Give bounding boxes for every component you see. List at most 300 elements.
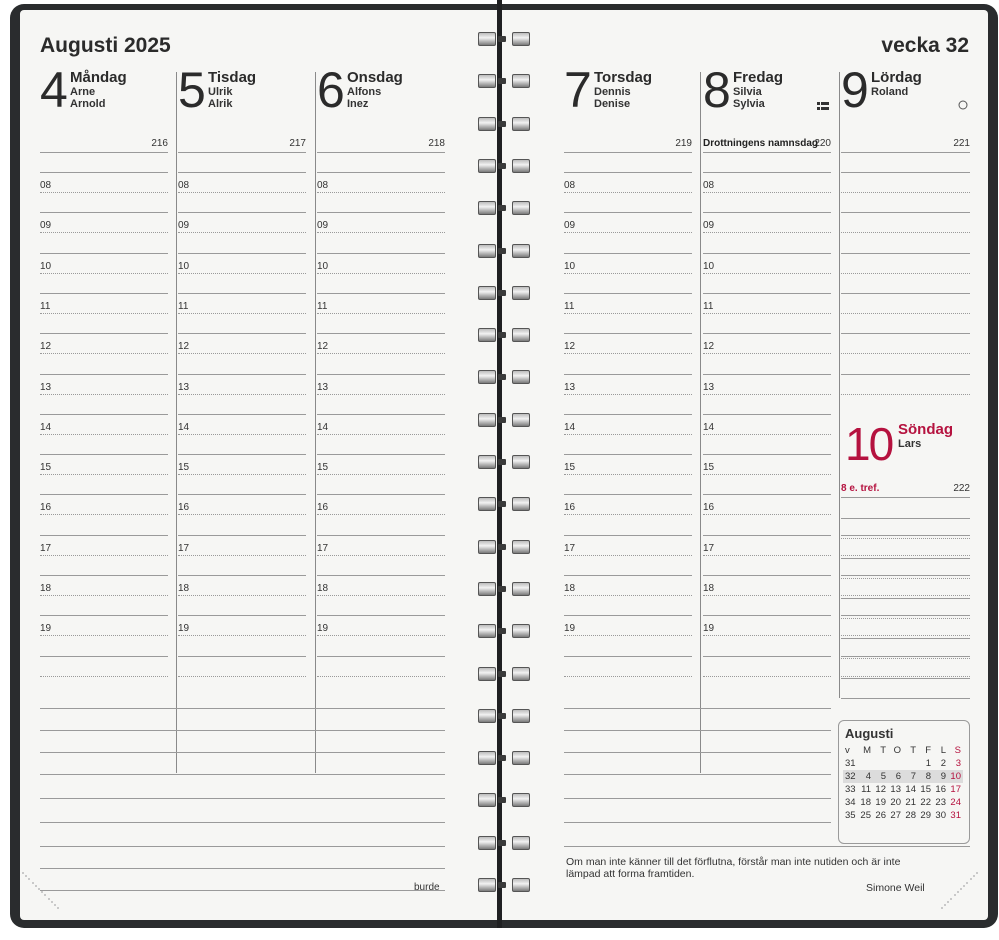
mini-calendar-day <box>873 757 888 770</box>
mini-calendar-header-row <box>843 744 963 757</box>
solid-rule <box>40 293 168 294</box>
dotted-rule <box>178 514 306 515</box>
mini-calendar-day: 4 <box>858 770 873 783</box>
solid-rule <box>40 575 168 576</box>
dotted-rule <box>178 555 306 556</box>
mini-calendar-day: 26 <box>875 810 886 821</box>
hour-label: 10 <box>703 261 715 272</box>
hour-label: 16 <box>178 502 190 513</box>
notes-rule <box>564 774 831 775</box>
hour-label: 10 <box>317 261 329 272</box>
dotted-rule <box>841 353 970 354</box>
hour-label: 12 <box>703 341 715 352</box>
notes-rule <box>40 890 445 891</box>
dotted-rule <box>564 434 692 435</box>
solid-rule <box>40 172 168 173</box>
solid-rule <box>841 698 970 699</box>
dotted-rule <box>703 555 831 556</box>
mini-calendar-day: 8 <box>918 770 933 783</box>
corner-dots-left <box>22 872 62 912</box>
hour-label: 19 <box>317 623 329 634</box>
dotted-rule <box>564 232 692 233</box>
hour-label: 13 <box>703 382 715 393</box>
mini-calendar-week-number: 33 <box>845 784 856 795</box>
solid-rule <box>841 212 970 213</box>
solid-rule <box>178 414 306 415</box>
dotted-rule <box>40 192 168 193</box>
hour-label: 18 <box>703 583 715 594</box>
solid-rule <box>564 535 692 536</box>
day-number: 6 <box>317 62 343 118</box>
solid-rule <box>317 535 445 536</box>
dotted-rule <box>40 434 168 435</box>
hour-label: 14 <box>564 422 576 433</box>
dotted-rule <box>564 474 692 475</box>
solid-rule <box>40 454 168 455</box>
hour-label: 17 <box>564 543 576 554</box>
name-day-name: Sylvia <box>733 98 765 110</box>
solid-rule <box>703 333 831 334</box>
spiral-ring <box>478 709 534 723</box>
hour-label: 12 <box>564 341 576 352</box>
solid-rule <box>841 678 970 679</box>
notes-rule <box>564 846 970 847</box>
mini-calendar-day <box>888 757 903 770</box>
solid-rule <box>841 253 970 254</box>
mini-calendar-day: 1 <box>925 758 931 769</box>
solid-rule <box>564 293 692 294</box>
day-name: Torsdag <box>594 69 653 86</box>
hour-label: 09 <box>317 220 329 231</box>
dotted-rule <box>841 538 970 539</box>
spiral-ring <box>478 793 534 807</box>
mini-calendar-weekday: F <box>925 745 931 756</box>
hour-label: 19 <box>564 623 576 634</box>
dotted-rule <box>317 232 445 233</box>
dotted-rule <box>40 676 168 677</box>
hour-label: 14 <box>40 422 52 433</box>
notes-rule <box>564 752 831 753</box>
name-day-name: Arne <box>70 86 96 98</box>
spiral-ring <box>478 497 534 511</box>
dotted-rule <box>564 595 692 596</box>
notes-rule <box>564 708 831 709</box>
day-name: Onsdag <box>347 69 403 86</box>
dotted-rule <box>703 192 831 193</box>
name-day-name: Silvia <box>733 86 762 98</box>
solid-rule <box>841 558 970 559</box>
hour-label: 08 <box>703 180 715 191</box>
mini-calendar-day: 13 <box>890 784 901 795</box>
mini-calendar-day: 28 <box>905 810 916 821</box>
dotted-rule <box>178 273 306 274</box>
solid-rule <box>564 656 692 657</box>
solid-rule <box>317 615 445 616</box>
mini-calendar-day: 9 <box>933 770 948 783</box>
hour-label: 12 <box>178 341 190 352</box>
solid-rule <box>703 212 831 213</box>
dotted-rule <box>317 192 445 193</box>
dotted-rule <box>564 676 692 677</box>
mini-calendar-weekday: T <box>910 745 916 756</box>
dotted-rule <box>841 676 970 677</box>
dotted-rule <box>317 273 445 274</box>
mini-calendar-week-number: 32 <box>843 770 858 783</box>
dotted-rule <box>703 353 831 354</box>
header-rule <box>841 497 970 498</box>
day-number: 10 <box>845 418 893 470</box>
notes-rule <box>40 846 445 847</box>
day-of-year: 220 <box>814 138 831 149</box>
spiral-ring <box>478 74 534 88</box>
name-day-name: Denise <box>594 98 631 110</box>
dotted-rule <box>703 474 831 475</box>
hour-label: 08 <box>178 180 190 191</box>
solid-rule <box>841 598 970 599</box>
day-of-year: 221 <box>953 138 970 149</box>
mini-calendar-day: 15 <box>920 784 931 795</box>
flag-icon <box>817 98 829 107</box>
hour-label: 09 <box>564 220 576 231</box>
solid-rule <box>317 575 445 576</box>
dotted-rule <box>40 353 168 354</box>
dotted-rule <box>317 474 445 475</box>
mini-calendar-day: 25 <box>860 810 871 821</box>
dotted-rule <box>564 273 692 274</box>
hour-label: 16 <box>317 502 329 513</box>
dotted-rule <box>40 555 168 556</box>
quote-author: Simone Weil <box>866 882 925 894</box>
hour-label: 16 <box>703 502 715 513</box>
hour-label: 13 <box>564 382 576 393</box>
corner-dots-right <box>940 872 980 912</box>
solid-rule <box>841 172 970 173</box>
mini-calendar-day: 17 <box>950 784 961 795</box>
day-of-year: 217 <box>289 138 306 149</box>
dotted-rule <box>564 635 692 636</box>
mini-calendar-day: 12 <box>875 784 886 795</box>
solid-rule <box>178 212 306 213</box>
full-moon-icon <box>958 97 968 107</box>
dotted-rule <box>40 595 168 596</box>
solid-rule <box>178 293 306 294</box>
hour-label: 09 <box>40 220 52 231</box>
dotted-rule <box>40 635 168 636</box>
hour-label: 13 <box>317 382 329 393</box>
hour-label: 11 <box>703 301 714 312</box>
solid-rule <box>317 494 445 495</box>
mini-calendar-weekday: S <box>954 745 961 756</box>
mini-calendar-day: 24 <box>950 797 961 808</box>
dotted-rule <box>40 474 168 475</box>
solid-rule <box>564 615 692 616</box>
mini-calendar-day: 31 <box>950 810 961 821</box>
hour-label: 13 <box>178 382 190 393</box>
solid-rule <box>40 333 168 334</box>
mini-calendar <box>838 720 970 844</box>
dotted-rule <box>178 192 306 193</box>
header-rule <box>40 152 168 153</box>
dotted-rule <box>40 394 168 395</box>
solid-rule <box>178 454 306 455</box>
notes-rule <box>40 822 445 823</box>
hour-label: 10 <box>564 261 576 272</box>
dotted-rule <box>317 635 445 636</box>
dotted-rule <box>703 595 831 596</box>
day-number: 5 <box>178 62 204 118</box>
solid-rule <box>703 575 831 576</box>
notes-rule <box>40 708 445 709</box>
solid-rule <box>178 374 306 375</box>
mini-calendar-week-number: 34 <box>845 797 856 808</box>
solid-rule <box>703 253 831 254</box>
spiral-ring <box>478 751 534 765</box>
name-day-name: Arnold <box>70 98 106 110</box>
holiday-label: 8 e. tref. <box>841 483 880 494</box>
dotted-rule <box>40 273 168 274</box>
solid-rule <box>564 414 692 415</box>
solid-rule <box>564 253 692 254</box>
dotted-rule <box>40 514 168 515</box>
notes-rule <box>564 798 831 799</box>
solid-rule <box>178 656 306 657</box>
solid-rule <box>317 293 445 294</box>
mini-calendar-day: 19 <box>875 797 886 808</box>
spiral-ring <box>478 370 534 384</box>
day-name: Måndag <box>70 69 127 86</box>
dotted-rule <box>178 635 306 636</box>
solid-rule <box>40 212 168 213</box>
hour-label: 19 <box>703 623 715 634</box>
dotted-rule <box>564 353 692 354</box>
solid-rule <box>40 374 168 375</box>
dotted-rule <box>317 353 445 354</box>
notes-rule <box>40 798 445 799</box>
day-number: 9 <box>841 62 867 118</box>
name-day-name: Lars <box>898 438 922 450</box>
solid-rule <box>40 656 168 657</box>
column-divider <box>176 72 177 773</box>
hour-label: 15 <box>40 462 52 473</box>
hour-label: 16 <box>40 502 52 513</box>
hour-label: 17 <box>40 543 52 554</box>
dotted-rule <box>40 232 168 233</box>
hour-label: 13 <box>40 382 52 393</box>
hour-label: 11 <box>564 301 575 312</box>
mini-calendar-day: 14 <box>905 784 916 795</box>
dotted-rule <box>703 394 831 395</box>
dotted-rule <box>178 313 306 314</box>
quote-text: Om man inte känner till det förflutna, förstår man inte nutiden och är inte lämpad att forma framtiden. <box>566 856 901 880</box>
day-number: 4 <box>40 62 66 118</box>
mini-calendar-day: 27 <box>890 810 901 821</box>
mini-calendar-weekday: v <box>845 745 850 756</box>
hour-label: 18 <box>317 583 329 594</box>
dotted-rule <box>564 313 692 314</box>
solid-rule <box>841 293 970 294</box>
dotted-rule <box>178 232 306 233</box>
dotted-rule <box>841 394 970 395</box>
solid-rule <box>703 414 831 415</box>
mini-calendar-day: 23 <box>935 797 946 808</box>
dotted-rule <box>564 192 692 193</box>
hour-label: 08 <box>317 180 329 191</box>
solid-rule <box>317 414 445 415</box>
dotted-rule <box>40 313 168 314</box>
day-number: 8 <box>703 62 729 118</box>
notes-rule <box>564 822 831 823</box>
day-number: 7 <box>564 62 590 118</box>
dotted-rule <box>317 595 445 596</box>
day-of-year: 218 <box>428 138 445 149</box>
spiral-ring <box>478 328 534 342</box>
mini-calendar-day <box>858 757 873 770</box>
dotted-rule <box>178 595 306 596</box>
hour-label: 11 <box>40 301 51 312</box>
solid-rule <box>703 535 831 536</box>
mini-calendar-day <box>903 757 918 770</box>
dotted-rule <box>178 353 306 354</box>
solid-rule <box>841 638 970 639</box>
solid-rule <box>40 494 168 495</box>
solid-rule <box>178 615 306 616</box>
spiral-ring <box>478 667 534 681</box>
dotted-rule <box>841 192 970 193</box>
spiral-ring <box>478 32 534 46</box>
dotted-rule <box>317 514 445 515</box>
solid-rule <box>178 333 306 334</box>
column-divider <box>700 72 701 773</box>
hour-label: 19 <box>178 623 190 634</box>
mini-calendar-day: 29 <box>920 810 931 821</box>
mini-calendar-weekday: L <box>940 745 946 756</box>
dotted-rule <box>703 434 831 435</box>
dotted-rule <box>703 313 831 314</box>
day-name: Söndag <box>898 421 953 438</box>
name-day-name: Ulrik <box>208 86 233 98</box>
mini-calendar-day: 18 <box>860 797 871 808</box>
solid-rule <box>564 212 692 213</box>
solid-rule <box>703 374 831 375</box>
solid-rule <box>317 374 445 375</box>
mini-calendar-weekday: M <box>863 745 871 756</box>
day-of-year: 222 <box>953 483 970 494</box>
solid-rule <box>317 333 445 334</box>
hour-label: 14 <box>703 422 715 433</box>
solid-rule <box>841 518 970 519</box>
hour-label: 17 <box>178 543 190 554</box>
mini-calendar-week-number: 31 <box>845 758 856 769</box>
header-rule <box>564 152 692 153</box>
mini-calendar-week-row <box>843 809 963 822</box>
header-rule <box>703 152 831 153</box>
dotted-rule <box>703 676 831 677</box>
solid-rule <box>703 454 831 455</box>
hour-label: 15 <box>703 462 715 473</box>
solid-rule <box>317 253 445 254</box>
dotted-rule <box>841 273 970 274</box>
header-rule <box>841 152 970 153</box>
spiral-ring <box>478 286 534 300</box>
mini-calendar-day: 16 <box>935 784 946 795</box>
hour-label: 15 <box>564 462 576 473</box>
mini-calendar-day: 11 <box>861 784 871 795</box>
solid-rule <box>703 656 831 657</box>
hour-label: 17 <box>317 543 329 554</box>
dotted-rule <box>841 635 970 636</box>
name-day-name: Alrik <box>208 98 233 110</box>
solid-rule <box>178 575 306 576</box>
mini-calendar-day: 10 <box>948 770 963 783</box>
notes-rule <box>40 752 445 753</box>
solid-rule <box>317 454 445 455</box>
solid-rule <box>703 494 831 495</box>
hour-label: 18 <box>178 583 190 594</box>
dotted-rule <box>317 313 445 314</box>
solid-rule <box>564 333 692 334</box>
hour-label: 19 <box>40 623 52 634</box>
dotted-rule <box>703 232 831 233</box>
solid-rule <box>841 615 970 616</box>
hour-label: 11 <box>178 301 189 312</box>
mini-calendar-day: 7 <box>903 770 918 783</box>
notes-rule <box>40 730 445 731</box>
column-divider <box>839 72 840 698</box>
solid-rule <box>178 535 306 536</box>
dotted-rule <box>841 658 970 659</box>
spiral-ring <box>478 159 534 173</box>
mini-calendar-day: 20 <box>890 797 901 808</box>
dotted-rule <box>841 578 970 579</box>
hour-label: 16 <box>564 502 576 513</box>
name-day-name: Inez <box>347 98 369 110</box>
dotted-rule <box>317 676 445 677</box>
day-of-year: 216 <box>151 138 168 149</box>
dotted-rule <box>178 474 306 475</box>
spiral-ring <box>478 878 534 892</box>
mini-calendar-weekday: O <box>893 745 901 756</box>
dotted-rule <box>841 595 970 596</box>
dotted-rule <box>178 434 306 435</box>
spiral-ring <box>478 540 534 554</box>
dotted-rule <box>178 394 306 395</box>
dotted-rule <box>841 618 970 619</box>
solid-rule <box>703 615 831 616</box>
day-name: Tisdag <box>208 69 257 86</box>
solid-rule <box>40 414 168 415</box>
day-name: Fredag <box>733 69 784 86</box>
solid-rule <box>841 575 970 576</box>
solid-rule <box>564 454 692 455</box>
notes-rule <box>564 730 831 731</box>
solid-rule <box>178 172 306 173</box>
solid-rule <box>841 656 970 657</box>
solid-rule <box>317 656 445 657</box>
dotted-rule <box>841 555 970 556</box>
dotted-rule <box>317 555 445 556</box>
brand-logo: burde <box>414 882 440 893</box>
hour-label: 18 <box>564 583 576 594</box>
solid-rule <box>703 293 831 294</box>
notes-rule <box>40 868 445 869</box>
spiral-ring <box>478 117 534 131</box>
spiral-ring <box>478 413 534 427</box>
mini-calendar-day: 6 <box>888 770 903 783</box>
spiral-ring <box>478 201 534 215</box>
mini-calendar-day: 2 <box>940 758 946 769</box>
mini-calendar-week-row <box>843 770 963 783</box>
spiral-ring <box>478 455 534 469</box>
